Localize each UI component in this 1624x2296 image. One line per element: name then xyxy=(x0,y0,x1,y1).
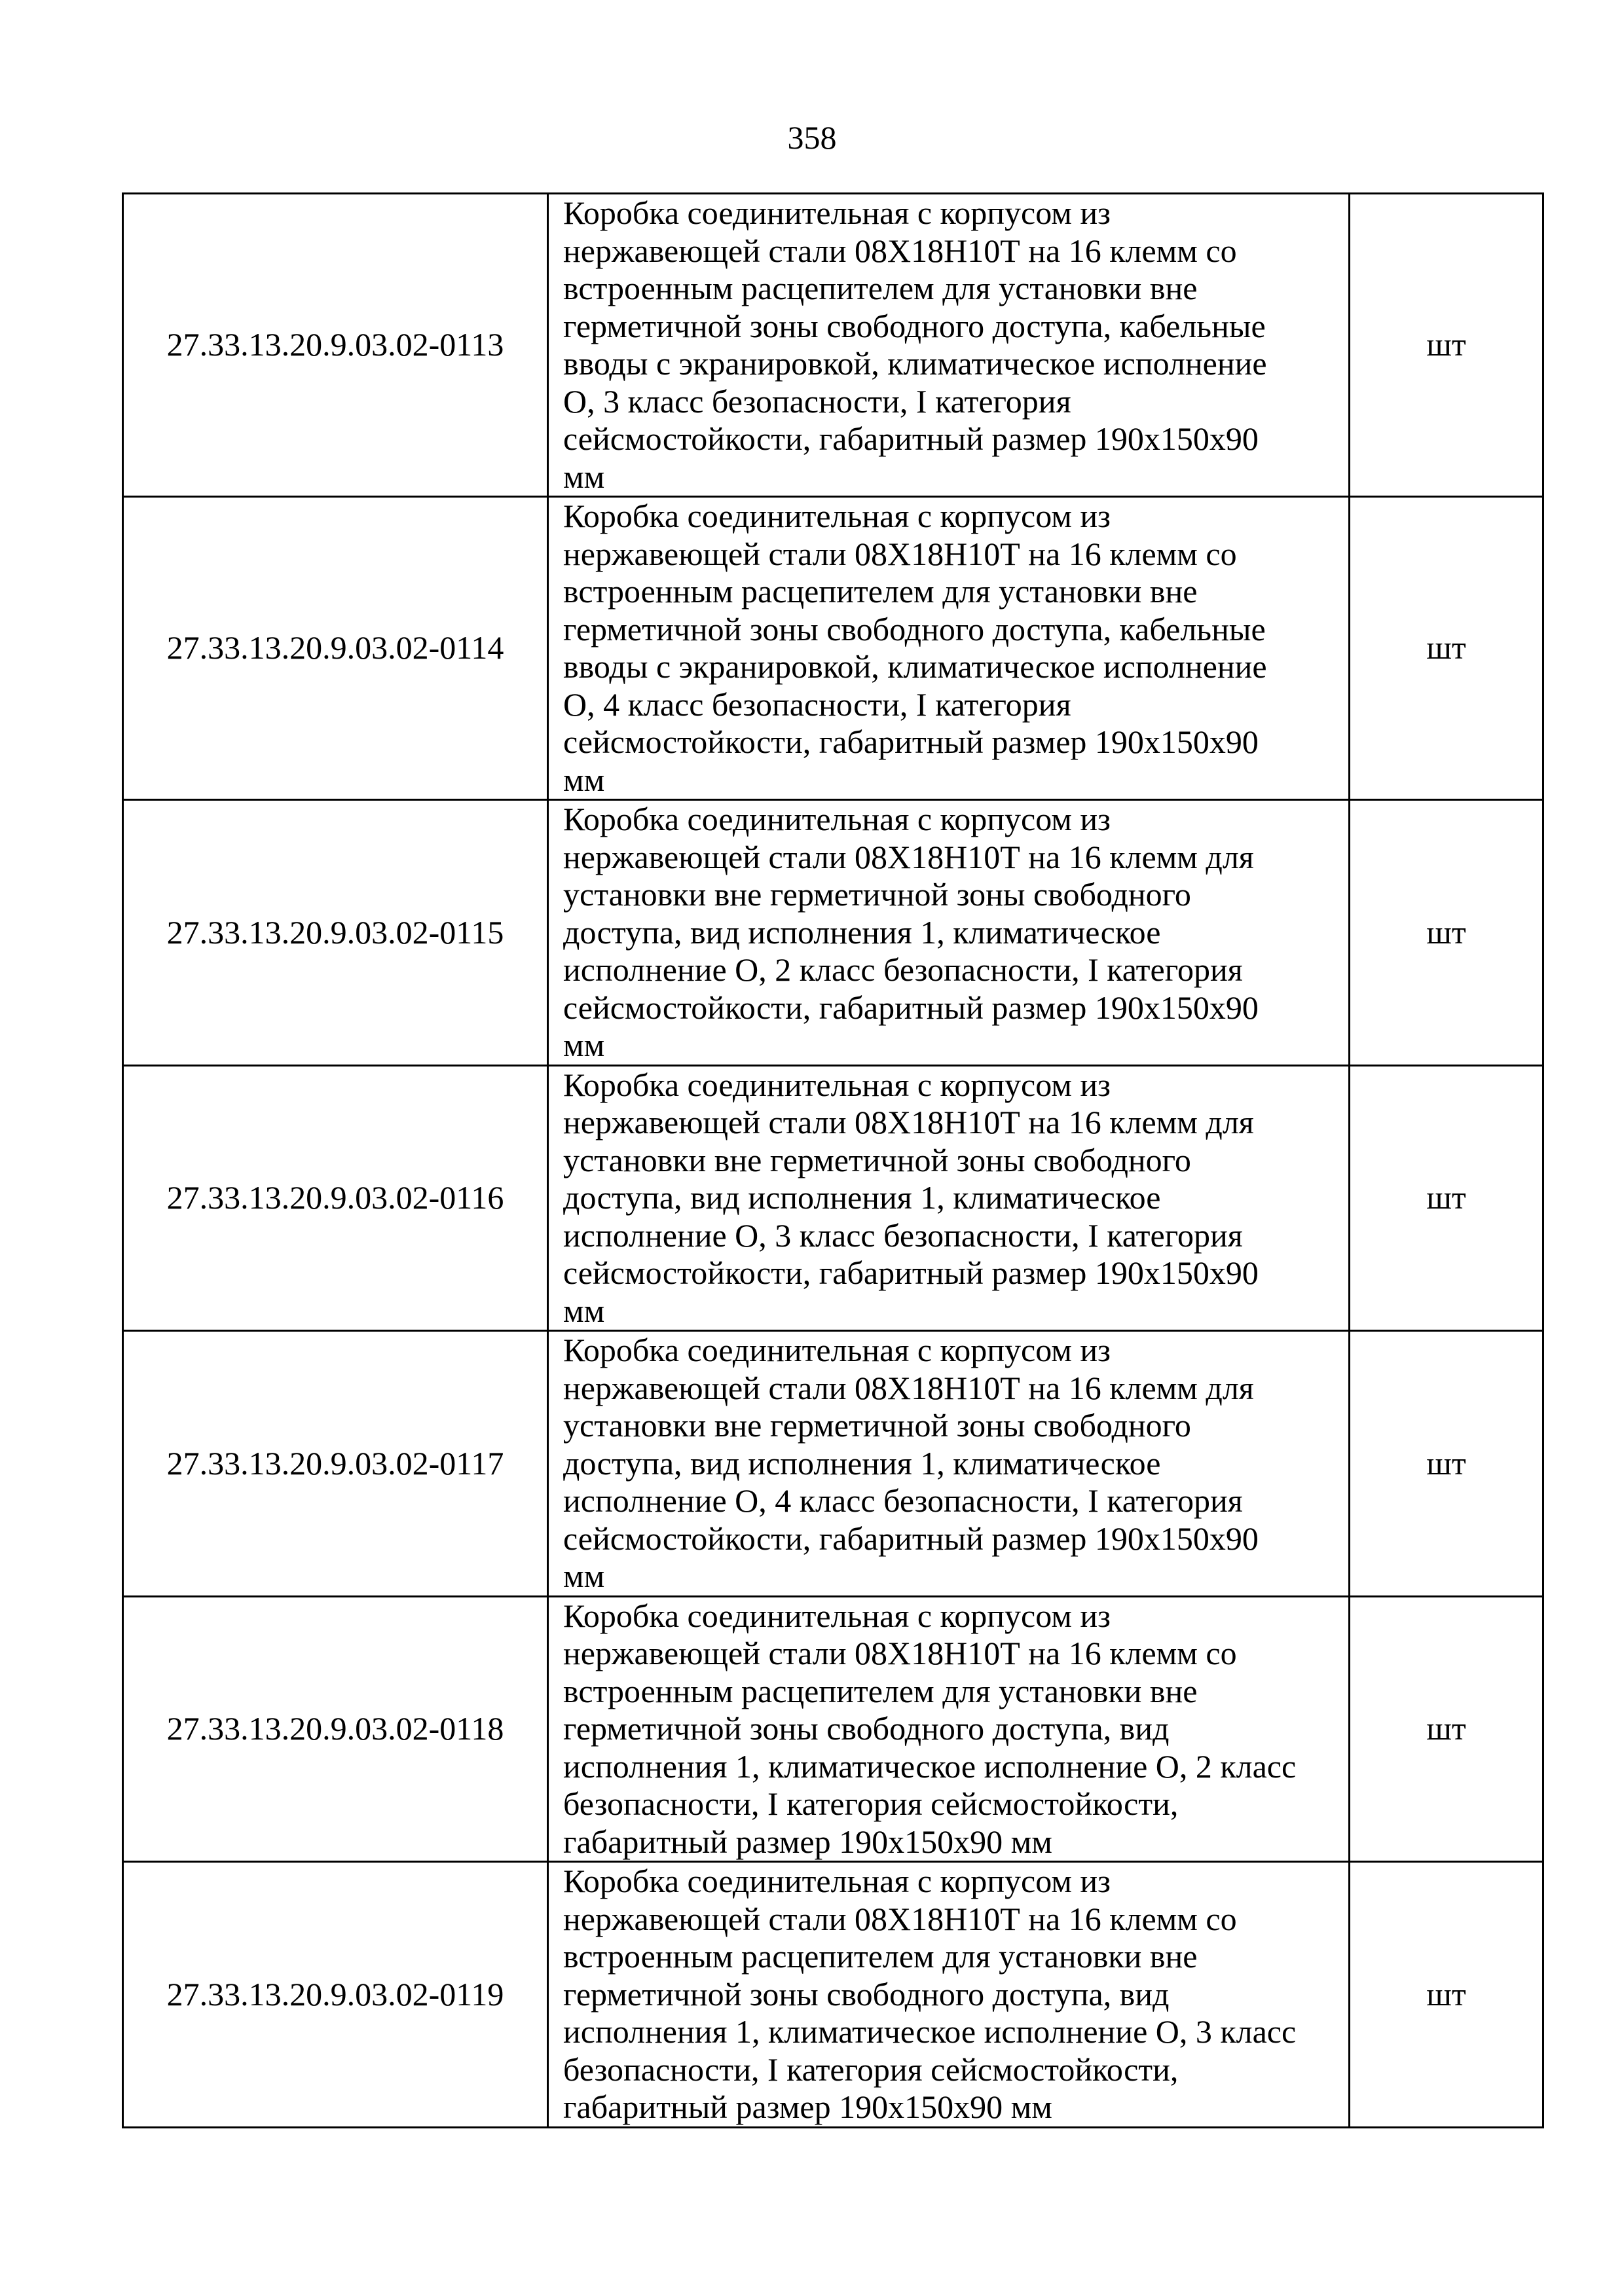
description-line: Коробка соединительная с корпусом из xyxy=(563,194,1111,231)
description-line: нержавеющей стали 08Х18Н10Т на 16 клемм со xyxy=(563,535,1237,572)
description-line: установки вне герметичной зоны свободного xyxy=(563,1407,1191,1444)
item-unit: шт xyxy=(1350,1331,1543,1597)
description-line: доступа, вид исполнения 1, климатическое xyxy=(563,913,1161,951)
catalog-table-body xyxy=(123,194,1543,2128)
description-line: Коробка соединительная с корпусом из xyxy=(563,1332,1111,1368)
description-line: мм xyxy=(563,761,605,798)
item-unit: шт xyxy=(1350,1862,1543,2128)
item-code: 27.33.13.20.9.03.02-0117 xyxy=(123,1331,548,1597)
description-line: сейсмостойкости, габаритный размер 190х150х90 xyxy=(563,989,1259,1026)
description-line: вводы с экранировкой, климатическое исполнение xyxy=(563,345,1267,382)
description-line: мм xyxy=(563,1558,605,1594)
item-code: 27.33.13.20.9.03.02-0118 xyxy=(123,1596,548,1862)
description-line: исполнения 1, климатическое исполнение О, 3 класс xyxy=(563,2013,1297,2050)
description-line: мм xyxy=(563,1027,605,1063)
table-row xyxy=(123,1065,1543,1331)
description-line: О, 3 класс безопасности, I категория xyxy=(563,382,1071,420)
description-line: нержавеющей стали 08Х18Н10Т на 16 клемм для xyxy=(563,1369,1254,1406)
item-code: 27.33.13.20.9.03.02-0113 xyxy=(123,194,548,497)
description-line: нержавеющей стали 08Х18Н10Т на 16 клемм для xyxy=(563,838,1254,875)
description-line: сейсмостойкости, габаритный размер 190х150х90 xyxy=(563,1254,1259,1291)
catalog-table xyxy=(122,192,1544,2128)
description-line: безопасности, I категория сейсмостойкости, xyxy=(563,2050,1179,2088)
item-description xyxy=(548,1065,1350,1331)
description-line: вводы с экранировкой, климатическое исполнение xyxy=(563,648,1267,685)
table-row xyxy=(123,1862,1543,2128)
description-line: безопасности, I категория сейсмостойкости, xyxy=(563,1785,1179,1822)
description-line: нержавеющей стали 08Х18Н10Т на 16 клемм для xyxy=(563,1104,1254,1140)
description-line: Коробка соединительная с корпусом из xyxy=(563,1863,1111,1899)
description-line: габаритный размер 190х150х90 мм xyxy=(563,1823,1052,1860)
page-number: 358 xyxy=(787,119,837,156)
description-line: сейсмостойкости, габаритный размер 190х150х90 xyxy=(563,723,1259,760)
description-line: герметичной зоны свободного доступа, вид xyxy=(563,1975,1170,2013)
description-line: нержавеющей стали 08Х18Н10Т на 16 клемм со xyxy=(563,232,1237,269)
item-unit: шт xyxy=(1350,497,1543,800)
item-code: 27.33.13.20.9.03.02-0119 xyxy=(123,1862,548,2128)
item-unit: шт xyxy=(1350,800,1543,1066)
description-line: герметичной зоны свободного доступа, кабельные xyxy=(563,307,1266,344)
description-line: встроенным расцепителем для установки вне xyxy=(563,1938,1198,1975)
item-description xyxy=(548,1596,1350,1862)
description-line: габаритный размер 190х150х90 мм xyxy=(563,2088,1052,2125)
description-line: доступа, вид исполнения 1, климатическое xyxy=(563,1179,1161,1216)
description-line: исполнения 1, климатическое исполнение О, 2 класс xyxy=(563,1747,1297,1785)
description-line: герметичной зоны свободного доступа, кабельные xyxy=(563,610,1266,647)
item-code: 27.33.13.20.9.03.02-0116 xyxy=(123,1065,548,1331)
description-line: герметичной зоны свободного доступа, вид xyxy=(563,1710,1170,1747)
description-line: Коробка соединительная с корпусом из xyxy=(563,498,1111,534)
description-line: установки вне герметичной зоны свободного xyxy=(563,876,1191,913)
description-line: исполнение О, 4 класс безопасности, I категория xyxy=(563,1482,1243,1519)
description-line: установки вне герметичной зоны свободного xyxy=(563,1141,1191,1178)
item-unit: шт xyxy=(1350,1596,1543,1862)
description-line: О, 4 класс безопасности, I категория xyxy=(563,685,1071,723)
item-unit: шт xyxy=(1350,194,1543,497)
item-code: 27.33.13.20.9.03.02-0114 xyxy=(123,497,548,800)
description-line: доступа, вид исполнения 1, климатическое xyxy=(563,1444,1161,1482)
table-row xyxy=(123,497,1543,800)
item-description xyxy=(548,1331,1350,1597)
table-row xyxy=(123,1331,1543,1597)
description-line: встроенным расцепителем для установки вне xyxy=(563,573,1198,610)
item-description xyxy=(548,194,1350,497)
description-line: Коробка соединительная с корпусом из xyxy=(563,1066,1111,1103)
description-line: Коробка соединительная с корпусом из xyxy=(563,801,1111,837)
description-line: исполнение О, 2 класс безопасности, I категория xyxy=(563,951,1243,988)
description-line: мм xyxy=(563,1292,605,1329)
item-description xyxy=(548,1862,1350,2128)
description-line: сейсмостойкости, габаритный размер 190х150х90 xyxy=(563,420,1259,457)
item-code: 27.33.13.20.9.03.02-0115 xyxy=(123,800,548,1066)
table-row xyxy=(123,1596,1543,1862)
item-description xyxy=(548,497,1350,800)
table-row xyxy=(123,800,1543,1066)
item-unit: шт xyxy=(1350,1065,1543,1331)
description-line: мм xyxy=(563,458,605,495)
table-row xyxy=(123,194,1543,497)
description-line: нержавеющей стали 08Х18Н10Т на 16 клемм со xyxy=(563,1635,1237,1671)
item-description xyxy=(548,800,1350,1066)
description-line: нержавеющей стали 08Х18Н10Т на 16 клемм со xyxy=(563,1900,1237,1937)
description-line: исполнение О, 3 класс безопасности, I категория xyxy=(563,1216,1243,1254)
description-line: встроенным расцепителем для установки вне xyxy=(563,270,1198,306)
description-line: встроенным расцепителем для установки вне xyxy=(563,1672,1198,1709)
description-line: Коробка соединительная с корпусом из xyxy=(563,1597,1111,1634)
description-line: сейсмостойкости, габаритный размер 190х150х90 xyxy=(563,1520,1259,1557)
